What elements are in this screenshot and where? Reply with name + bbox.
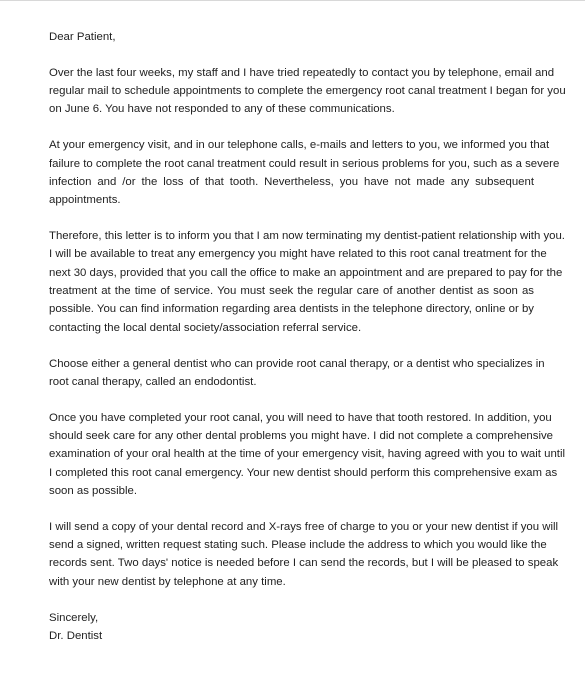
paragraph-line: root canal therapy, called an endodontist. <box>49 375 257 388</box>
paragraph-line: Choose either a general dentist who can provide root canal therapy, or a dentist who specializes in <box>49 357 545 370</box>
paragraph-line: possible. You can find information regarding area dentists in the telephone directory, online or by <box>49 303 534 316</box>
paragraph-line: I will be available to treat any emergency you might have related to this root canal treatment for the <box>49 248 547 261</box>
paragraph-restoration <box>49 409 566 500</box>
paragraph-line: next 30 days, provided that you call the office to make an appointment and are prepared to pay for the <box>49 266 563 279</box>
paragraph-line: I will send a copy of your dental record and X-rays free of charge to you or your new dentist if you will <box>49 520 559 533</box>
paragraph-line: infection and /or the loss of that tooth. Nevertheless, you have not made any subsequent <box>49 175 534 188</box>
paragraph-line: At your emergency visit, and in our telephone calls, e-mails and letters to you, we informed you that <box>49 139 550 152</box>
paragraph-line: records sent. Two days' notice is needed before I can send the records, but I will be pleased to speak <box>49 557 559 570</box>
salutation-text: Dear Patient, <box>49 31 116 43</box>
paragraph-line: should seek care for any other dental problems you might have. I did not complete a comprehensive <box>49 430 554 443</box>
salutation <box>49 28 534 46</box>
paragraph-line: Once you have completed your root canal, you will need to have that tooth restored. In addition, you <box>49 411 552 424</box>
paragraph-line: with your new dentist by telephone at any time. <box>49 575 286 588</box>
paragraph-line: Over the last four weeks, my staff and I have tried repeatedly to contact you by telephone, email and <box>49 66 555 79</box>
paragraph-warning <box>49 136 560 209</box>
paragraph-specialist <box>49 355 545 392</box>
paragraph-line: soon as possible. <box>49 484 138 497</box>
signature-text: Dr. Dentist <box>49 629 103 642</box>
paragraph-line: failure to complete the root canal treatment could result in serious problems for you, such as a severe <box>49 157 560 170</box>
paragraph-line: regular mail to schedule appointments to complete the emergency root canal treatment I began for you <box>49 85 566 98</box>
paragraph-line: examination of your oral health at the time of your emergency visit, having agreed with you to wait until <box>49 448 566 461</box>
paragraph-line: contacting the local dental society/association referral service. <box>49 321 362 334</box>
paragraph-line: treatment at the time of service. You must seek the regular care of another dentist as soon as <box>49 285 534 298</box>
paragraph-contact-attempts <box>49 64 566 119</box>
paragraph-line: Therefore, this letter is to inform you that I am now terminating my dentist-patient relationship with you. <box>49 230 565 243</box>
closing-block <box>49 609 534 646</box>
paragraph-line: I completed this root canal emergency. Your new dentist should perform this comprehensive exam as <box>49 466 558 479</box>
letter-body <box>49 28 566 645</box>
paragraph-termination <box>49 227 565 337</box>
paragraph-records <box>49 518 559 591</box>
closing-text: Sincerely, <box>49 611 99 624</box>
paragraph-line: appointments. <box>49 194 121 207</box>
paragraph-line: send a signed, written request stating such. Please include the address to which you would like the <box>49 539 547 552</box>
paragraph-line: on June 6. You have not responded to any of these communications. <box>49 103 395 116</box>
